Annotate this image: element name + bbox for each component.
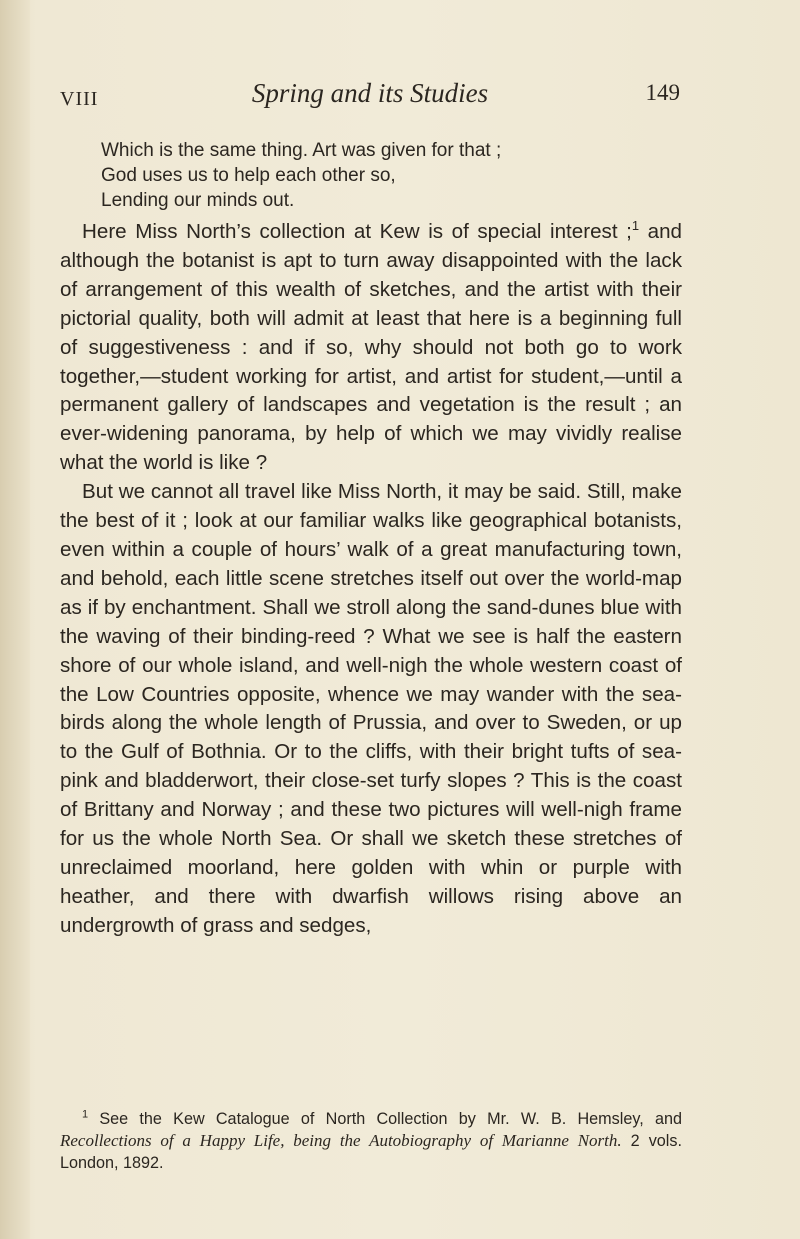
paragraph-text: Here Miss North’s collection at Kew is of special interest ;	[82, 220, 632, 243]
verse-line: Which is the same thing. Art was given for that ;	[101, 140, 502, 161]
footnote-reference: 1	[631, 218, 640, 234]
verse-line: God uses us to help each other so,	[101, 165, 396, 186]
verse-line: Lending our minds out.	[101, 190, 295, 211]
footnote-marker: 1	[82, 1108, 89, 1121]
footnote-text-part: See the Kew Catalogue of North Collection by Mr. W. B. Hemsley, and	[88, 1110, 682, 1128]
footnote-book-title: Recollections of a Happy Life, being the Autobiography of Marianne North.	[60, 1131, 622, 1150]
running-header	[60, 76, 680, 116]
page-number: 149	[645, 80, 680, 105]
chapter-number: VIII	[60, 88, 99, 110]
footnote-text	[60, 1108, 682, 1174]
page-binding-shadow	[0, 0, 30, 1239]
footnote	[60, 1108, 682, 1174]
paragraph-text: and although the botanist is apt to turn away disappointed with the lack of arrangement of this wealth of sketches, and the artist with their pictorial quality, both will admit at least that here is a beginning full of suggestiveness : and if so, why should not both go to work together,—student working for artist, and artist for student,—until a permanent gallery of landscapes and vegetation is the result ; an ever-widening panorama, by help of which we may vividly realise what the world is like ?	[60, 220, 682, 475]
verse-quotation	[101, 138, 661, 213]
paragraph: But we cannot all travel like Miss North, it may be said. Still, make the best of it ; look at our familiar walks like geographical botanists, even within a couple of hours’ walk of a great manufacturing town, and behold, each little scene stretches itself out over the world-map as if by enchantment. Shall we stroll along the sand-dunes blue with the waving of their binding-reed ? What we see is half the eastern shore of our whole island, and well-nigh the whole western coast of the Low Countries opposite, whence we may wander with the sea-birds along the whole length of Prussia, and over to Sweden, or up to the Gulf of Bothnia. Or to the cliffs, with their bright tufts of sea-pink and bladderwort, their close-set turfy slopes ? This is the coast of Brittany and Norway ; and these two pictures will well-nigh frame for us the whole North Sea. Or shall we sketch these stretches of unreclaimed moorland, here golden with whin or purple with heather, and there with dwarfish willows rising above an undergrowth of grass and sedges,	[60, 480, 682, 937]
body-text	[60, 218, 682, 941]
running-title: Spring and its Studies	[251, 78, 489, 108]
paragraph	[60, 218, 682, 478]
footnote-text-part: 2 vols. London, 1892.	[60, 1132, 682, 1172]
